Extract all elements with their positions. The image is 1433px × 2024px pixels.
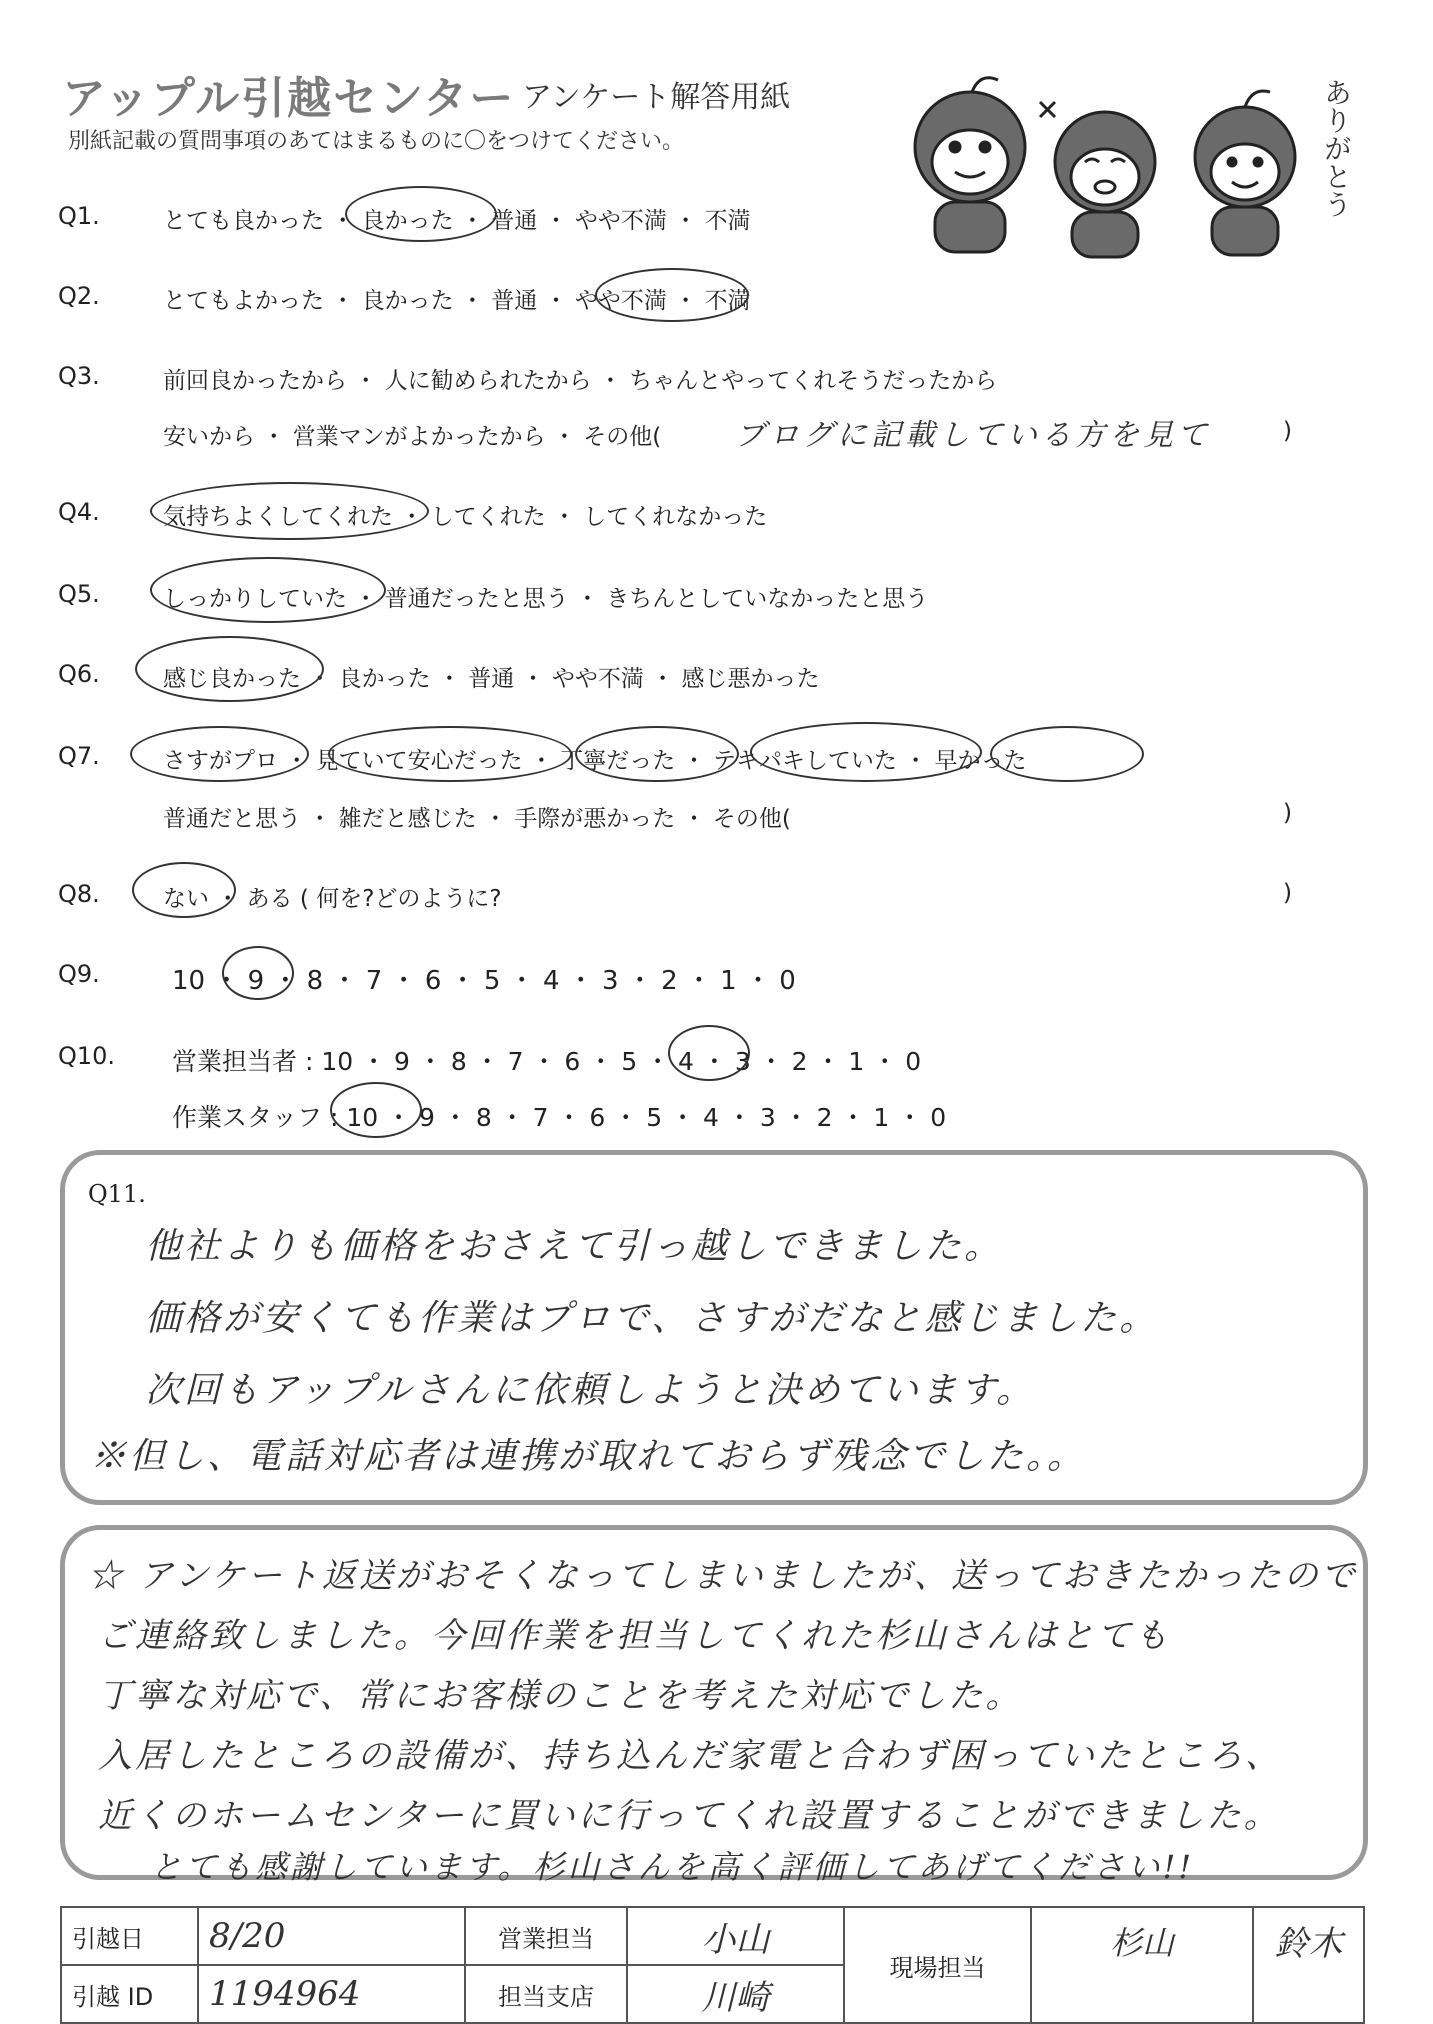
q10-staff-selected-mark [330, 1082, 422, 1138]
q5-label: Q5. [58, 580, 100, 608]
q4-options: 気持ちよくしてくれた ・ してくれた ・ してくれなかった [163, 504, 768, 530]
q11-line-3: 次回もアップルさんに依頼しようと決めています。 [145, 1370, 1036, 1411]
q8-label: Q8. [58, 880, 100, 908]
q9-selected-mark [222, 946, 294, 1000]
q11-label: Q11. [88, 1180, 146, 1208]
q1-options: とても良かった ・ 良かった ・ 普通 ・ やや不満 ・ 不満 [163, 208, 751, 234]
branch-value: 川崎 [627, 1965, 844, 2023]
q5-selected-mark [150, 557, 386, 623]
q6-selected-mark [135, 636, 324, 702]
q4-selected-mark [150, 482, 429, 540]
q7-mark-anshin [328, 726, 572, 782]
form-title: アンケート解答用紙 [522, 80, 791, 115]
q2-label: Q2. [58, 282, 100, 310]
comment-line-3: 丁寧な対応で、常にお客様のことを考えた対応でした。 [98, 1676, 1023, 1716]
q3-label: Q3. [58, 362, 100, 390]
mascot-monkey-1 [915, 78, 1025, 252]
q7-mark-tekipaki [750, 722, 982, 782]
q7-mark-hayakatta [990, 726, 1144, 782]
q2-selected-mark [595, 268, 749, 322]
q3-other-answer: ブログに記載している方を見て [735, 418, 1211, 453]
q5-options: しっかりしていた ・ 普通だったと思う ・ きちんとしていなかったと思う [163, 586, 929, 612]
mascot-illustration [880, 62, 1340, 272]
thanks-text: ありがとう [1320, 78, 1353, 218]
sales-label: 営業担当 [465, 1907, 627, 1965]
q11-line-1: 他社よりも価格をおさえて引っ越しできました。 [145, 1226, 1004, 1267]
company-name: アップル引越センター [62, 73, 516, 124]
q8-options: ない ・ ある ( 何を?どのように? [163, 886, 502, 912]
q4-label: Q4. [58, 498, 100, 526]
instruction-text: 別紙記載の質問事項のあてはまるものに〇をつけてください。 [68, 129, 685, 154]
q10-sales-options: 営業担当者 : 10 ・ 9 ・ 8 ・ 7 ・ 6 ・ 5 ・ 4 ・ 3 ・ 2 ・ 1 ・ 0 [172, 1047, 922, 1076]
move-date-label: 引越日 [61, 1907, 198, 1965]
q10-label: Q10. [58, 1042, 116, 1070]
comment-line-1: ☆ アンケート返送がおそくなってしまいましたが、送っておきたかったので [88, 1556, 1358, 1596]
comment-line-6: とても感謝しています。杉山さんを高く評価してあげてください!! [150, 1848, 1195, 1886]
q9-options: 10 ・ 9 ・ 8 ・ 7 ・ 6 ・ 5 ・ 4 ・ 3 ・ 2 ・ 1 ・ 0 [172, 966, 796, 996]
footer-table [60, 1906, 1365, 2024]
q8-selected-mark [132, 862, 236, 918]
comment-line-2: ご連絡致しました。今回作業を担当してくれた杉山さんはとても [98, 1616, 1171, 1656]
site-value-2: 鈴木 [1253, 1907, 1364, 2023]
q2-options: とてもよかった ・ 良かった ・ 普通 ・ やや不満 ・ 不満 [163, 288, 751, 314]
q7-label: Q7. [58, 742, 100, 770]
comment-line-5: 近くのホームセンターに買いに行ってくれ設置することができました。 [98, 1796, 1281, 1836]
q10-staff-options: 作業スタッフ : 10 ・ 9 ・ 8 ・ 7 ・ 6 ・ 5 ・ 4 ・ 3 ・ 2 ・ 1 ・ 0 [172, 1103, 947, 1132]
q3-close-paren: ) [1283, 418, 1292, 444]
q6-options: 感じ良かった ・ 良かった ・ 普通 ・ やや不満 ・ 感じ悪かった [163, 666, 820, 692]
q7-close-paren: ) [1283, 800, 1292, 826]
q11-line-4: ※但し、電話対応者は連携が取れておらず残念でした。。 [90, 1436, 1087, 1477]
sales-value: 小山 [627, 1907, 844, 1965]
q8-close-paren: ) [1283, 880, 1292, 906]
q7-mark-sasuga [130, 726, 309, 782]
q6-label: Q6. [58, 660, 100, 688]
q3-options-line2: 安いから ・ 営業マンがよかったから ・ その他( [163, 424, 662, 450]
q1-label: Q1. [58, 202, 100, 230]
q3-options-line1: 前回良かったから ・ 人に勧められたから ・ ちゃんとやってくれそうだったから [163, 368, 998, 394]
q7-options-line2: 普通だと思う ・ 雑だと感じた ・ 手際が悪かった ・ その他( [163, 806, 791, 832]
q11-line-2: 価格が安くても作業はプロで、さすがだなと感じました。 [145, 1298, 1159, 1339]
mascot-monkey-2 [1040, 102, 1155, 257]
q1-selected-mark [345, 186, 497, 242]
q10-sales-selected-mark [668, 1025, 750, 1081]
branch-label: 担当支店 [465, 1965, 627, 2023]
q7-mark-teinei [575, 726, 739, 782]
mascot-monkey-3 [1195, 91, 1295, 255]
move-id-value: 1194964 [198, 1965, 465, 2023]
move-date-value: 8/20 [198, 1907, 465, 1965]
site-value-1: 杉山 [1031, 1907, 1253, 2023]
q9-label: Q9. [58, 960, 100, 988]
q7-options-line1: さすがプロ ・ 見ていて安心だった ・ 丁寧だった ・ テキパキしていた ・ 早かった [163, 748, 1027, 774]
comment-line-4: 入居したところの設備が、持ち込んだ家電と合わず困っていたところ、 [98, 1736, 1282, 1776]
move-id-label: 引越 ID [61, 1965, 198, 2023]
site-label: 現場担当 [844, 1907, 1031, 2023]
